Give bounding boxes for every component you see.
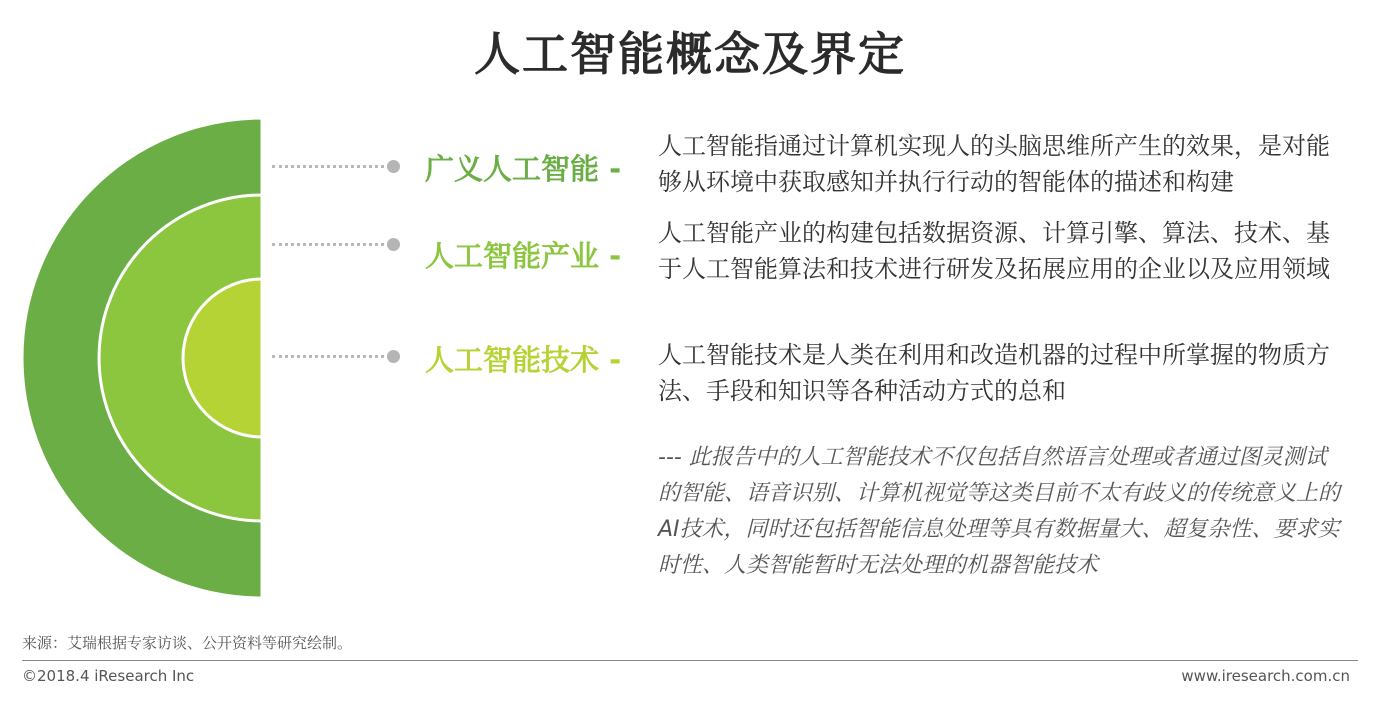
scope-note: --- 此报告中的人工智能技术不仅包括自然语言处理或者通过图灵测试的智能、语音识别、计算机视觉等这类目前不太有歧义的传统意义上的AI技术，同时还包括智能信息处理等具有数据量大、超复杂性、要求实时性、人类智能暂时无法处理的机器智能技术 — [658, 445, 1341, 578]
description-ai-industry: 人工智能产业的构建包括数据资源、计算引擎、算法、技术、基于人工智能算法和技术进行研发及拓展应用的企业以及应用领域 — [658, 219, 1330, 283]
website-link[interactable]: www.iresearch.com.cn — [1181, 667, 1350, 685]
copyright: ©2018.4 iResearch Inc — [22, 667, 195, 685]
label-broad-ai: 广义人工智能 - — [425, 152, 622, 186]
connector-line-2 — [272, 243, 390, 246]
connector-dot-2 — [387, 238, 400, 251]
concentric-semicircle-diagram — [0, 0, 280, 620]
label-ai-industry: 人工智能产业 - — [425, 239, 622, 273]
connector-dot-3 — [387, 350, 400, 363]
connector-line-1 — [272, 165, 390, 168]
source-note: 来源：艾瑞根据专家访谈、公开资料等研究绘制。 — [22, 634, 353, 652]
connector-dot-1 — [387, 160, 400, 173]
label-ai-technology: 人工智能技术 - — [425, 343, 622, 377]
page-title: 人工智能概念及界定 — [474, 27, 906, 81]
connector-line-3 — [272, 355, 390, 358]
description-broad-ai: 人工智能指通过计算机实现人的头脑思维所产生的效果，是对能够从环境中获取感知并执行行动的智能体的描述和构建 — [658, 132, 1330, 196]
description-ai-technology: 人工智能技术是人类在利用和改造机器的过程中所掌握的物质方法、手段和知识等各种活动方式的总和 — [658, 341, 1330, 405]
footer-divider — [22, 660, 1358, 661]
